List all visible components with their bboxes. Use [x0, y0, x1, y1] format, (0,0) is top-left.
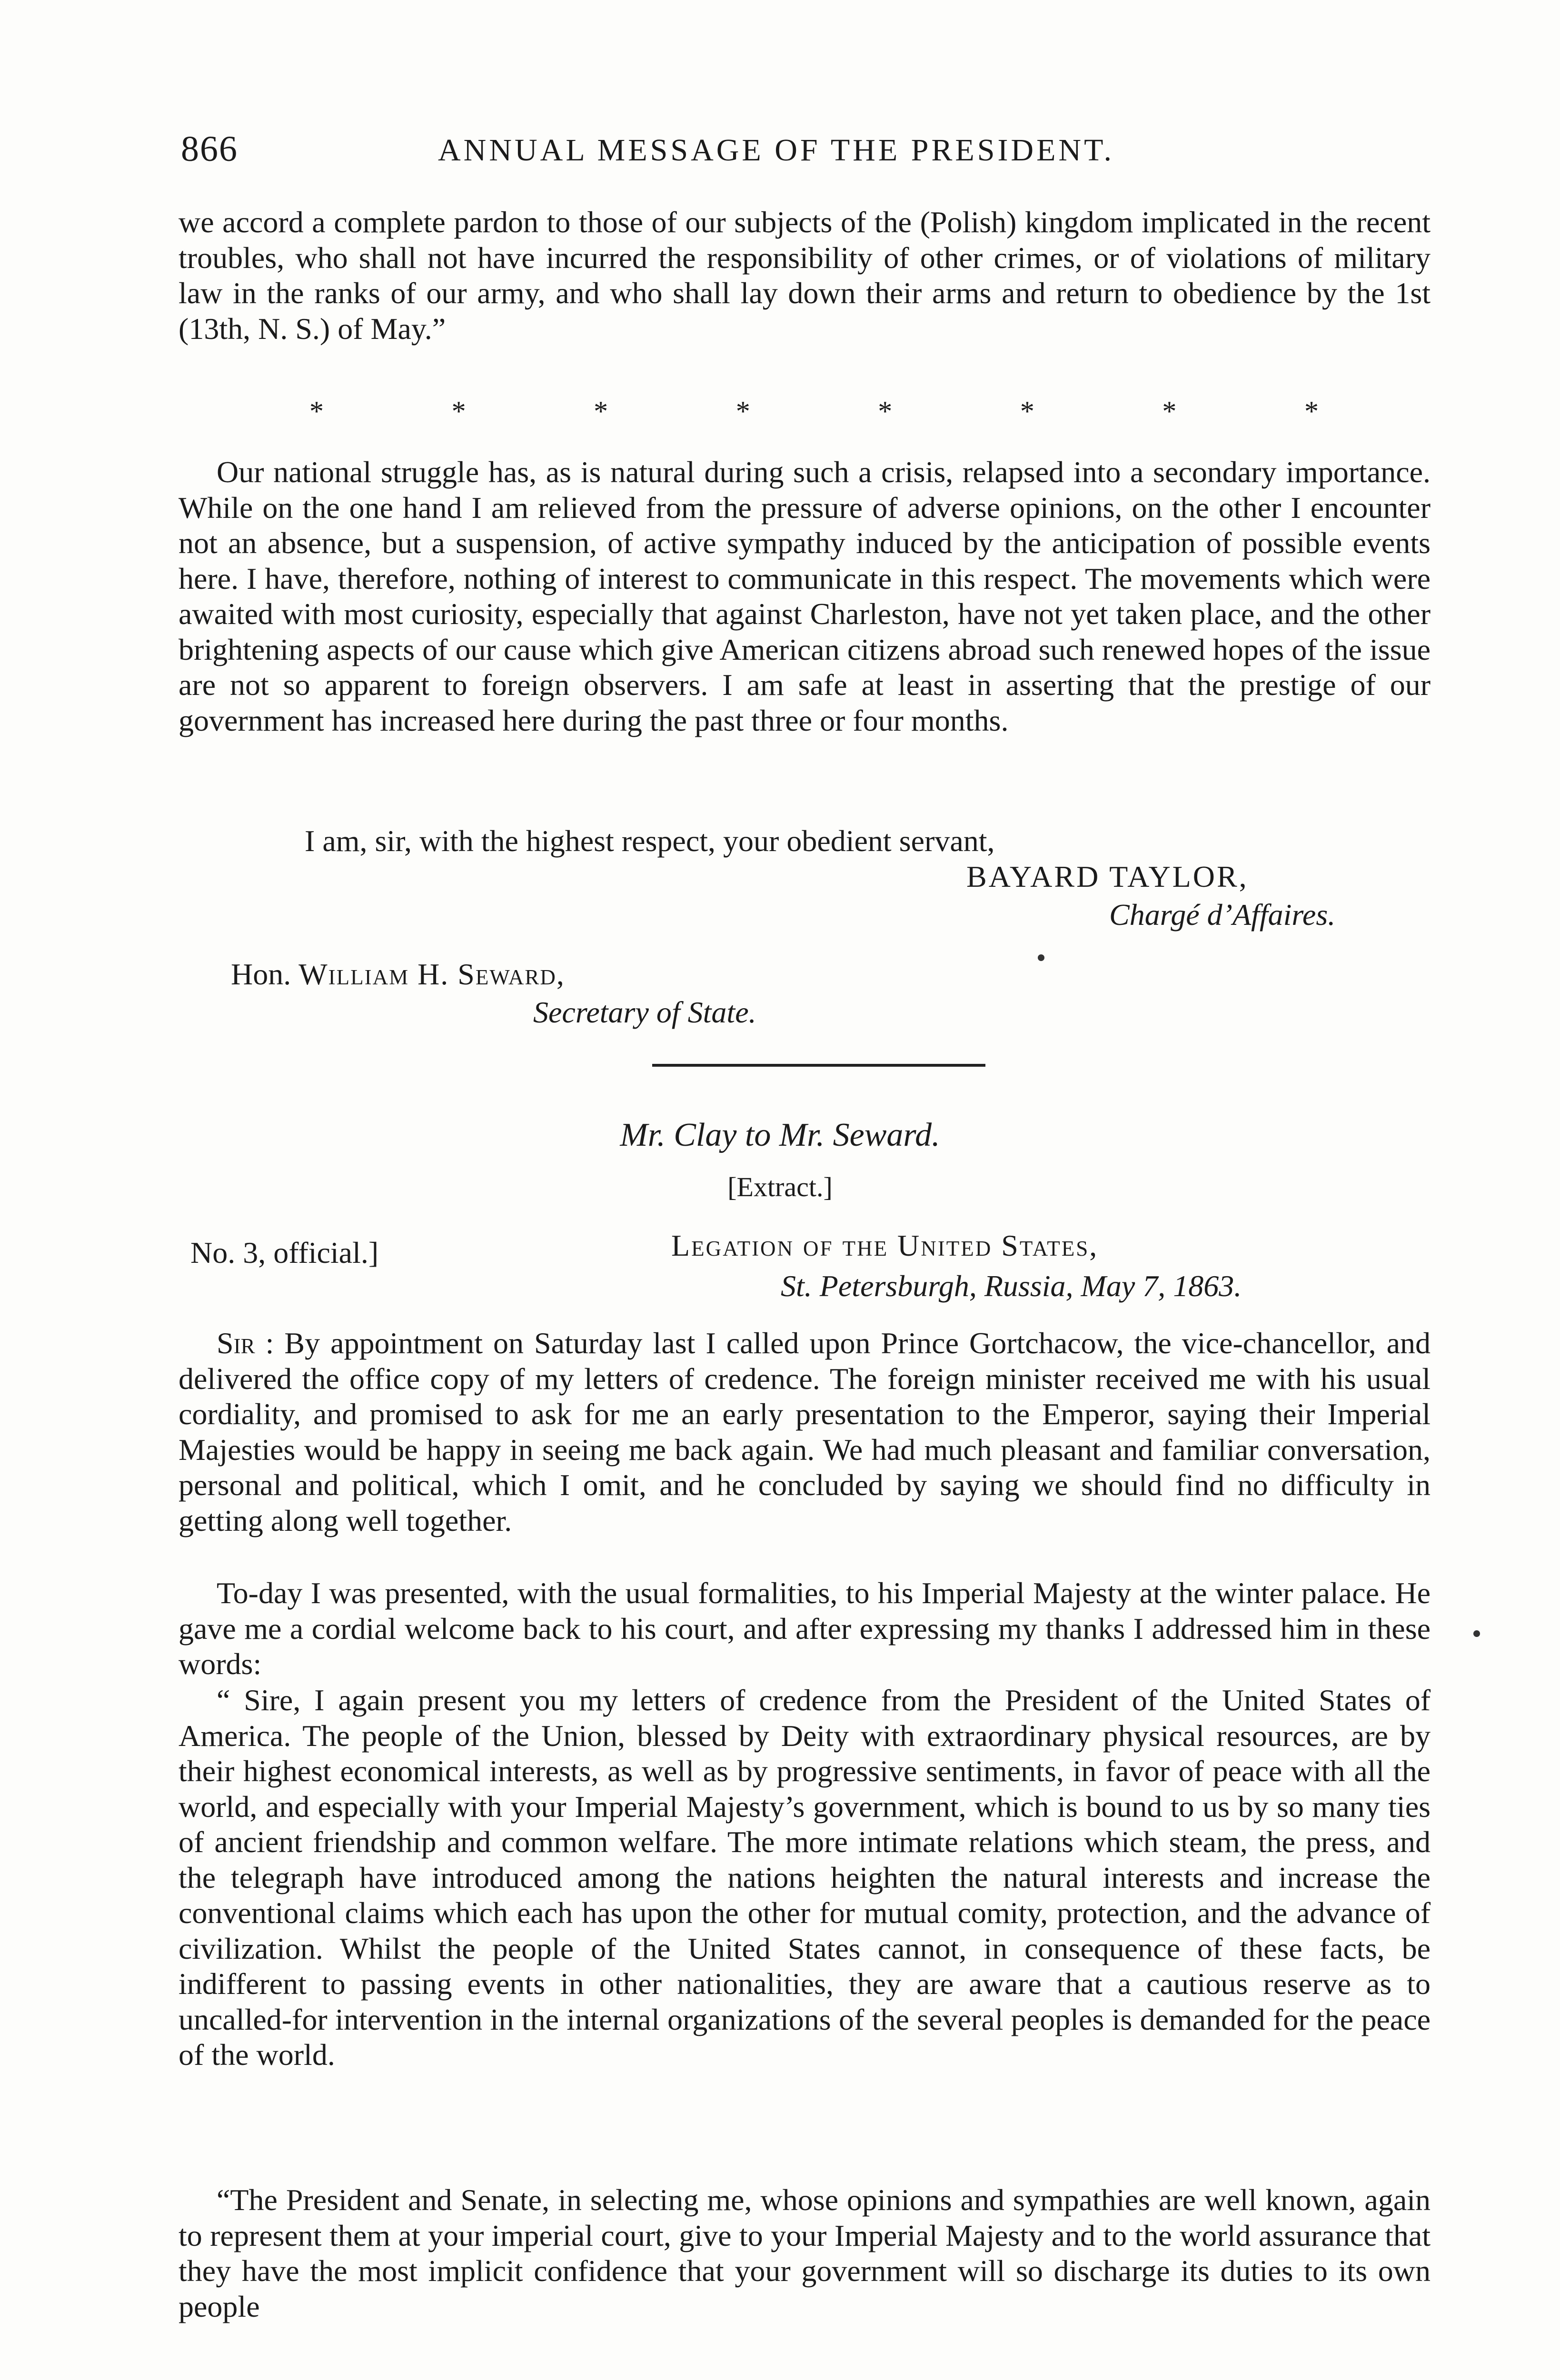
ellipsis-asterisks: [309, 395, 1319, 428]
addressee-prefix: Hon.: [231, 957, 291, 991]
signer-title: Chargé d’Affaires.: [1109, 898, 1336, 932]
opening-paragraph: we accord a complete pardon to those of our subjects of the (Polish) kingdom implicated in the recent troubles, who shall not have incurred the responsibility of other crimes, or of violations of military law in the ranks of our army, and who shall lay down their arms and return to obedience by the 1st (13th, N. S.) of May.”: [179, 205, 1431, 346]
legation-line: Legation of the United States,: [671, 1229, 1099, 1262]
asterisk: *: [1020, 396, 1034, 427]
extract-label: [Extract.]: [727, 1171, 833, 1202]
letter-paragraph: To-day I was presented, with the usual formalities, to his Imperial Majesty at the winter palace. He gave me a cordial welcome back to his court, and after expressing my thanks I addressed him in these words:: [179, 1576, 1431, 1681]
signer-name: BAYARD TAYLOR,: [966, 860, 1249, 893]
dispatch-number: No. 3, official.]: [190, 1236, 379, 1269]
asterisk: *: [878, 396, 893, 427]
running-title: ANNUAL MESSAGE OF THE PRESIDENT.: [438, 133, 1114, 168]
asterisk: *: [594, 396, 608, 427]
asterisk: *: [309, 396, 324, 427]
letter-heading: Mr. Clay to Mr. Seward.: [620, 1117, 940, 1153]
asterisk: *: [735, 396, 750, 427]
place-date: St. Petersburgh, Russia, May 7, 1863.: [781, 1269, 1242, 1303]
closing-line: I am, sir, with the highest respect, your obedient servant,: [305, 824, 995, 858]
addressee-person: William H. Seward,: [298, 957, 565, 991]
asterisk: *: [1162, 396, 1177, 427]
letter-paragraph: “The President and Senate, in selecting me, whose opinions and sympathies are well known, again to represent them at your imperial court, give to your Imperial Majesty and to the world assurance that they have the most implicit confidence that your government will so discharge its duties to its own people: [179, 2183, 1431, 2323]
section-divider: [652, 1064, 985, 1067]
letter-paragraph: “ Sire, I again present you my letters of credence from the President of the United States of America. The people of the Union, blessed by Deity with extraordinary physical resources, are by their highest economical interests, as well as by progressive sentiments, in favor of peace with all the world, and especially with your Imperial Majesty’s government, which is bound to us by so many ties of ancient friendship and common welfare. The more intimate relations which steam, the press, and the telegraph have introduced among the nations heighten the natural interests and increase the conventional claims which each has upon the other for mutual comity, protection, and the advance of civilization. Whilst the people of the United States cannot, in consequence of these facts, be indifferent to passing events in other nationalities, they are aware that a cautious reserve as to uncalled-for intervention in the internal organizations of the several peoples is demanded for the peace of the world.: [179, 1683, 1431, 2072]
addressee-name: [231, 957, 565, 992]
ink-speck: [1038, 954, 1044, 961]
page-header: [181, 129, 1466, 186]
asterisk: *: [451, 396, 466, 427]
paragraph-text: By appointment on Saturday last I called upon Prince Gortchacow, the vice-chancellor, and delivered the office copy of my letters of credence. The foreign minister received me with his usual cordiality, and promised to ask for me an early presentation to the Emperor, saying their Imperial Majesties would be happy in seeing me back again. We had much pleasant and familiar conversation, personal and political, which I omit, and he concluded by saying we should find no difficulty in getting along well together.: [179, 1326, 1431, 1537]
page-number: 866: [181, 129, 238, 169]
ink-speck: [1473, 1630, 1480, 1637]
letter-paragraph: [179, 1326, 1431, 1538]
body-paragraph: Our national struggle has, as is natural during such a crisis, relapsed into a secondary importance. While on the one hand I am relieved from the pressure of adverse opinions, on the other I encounter not an absence, but a suspension, of active sympathy induced by the anticipation of possible events here. I have, therefore, nothing of interest to communicate in this respect. The movements which were awaited with most curiosity, especially that against Charleston, have not yet taken place, and the other brightening aspects of our cause which give American citizens abroad such renewed hopes of the issue are not so apparent to foreign observers. I am safe at least in asserting that the prestige of our government has increased here during the past three or four months.: [179, 455, 1431, 737]
asterisk: *: [1304, 396, 1319, 427]
salutation: Sir :: [217, 1326, 274, 1360]
addressee-title: Secretary of State.: [533, 995, 756, 1029]
